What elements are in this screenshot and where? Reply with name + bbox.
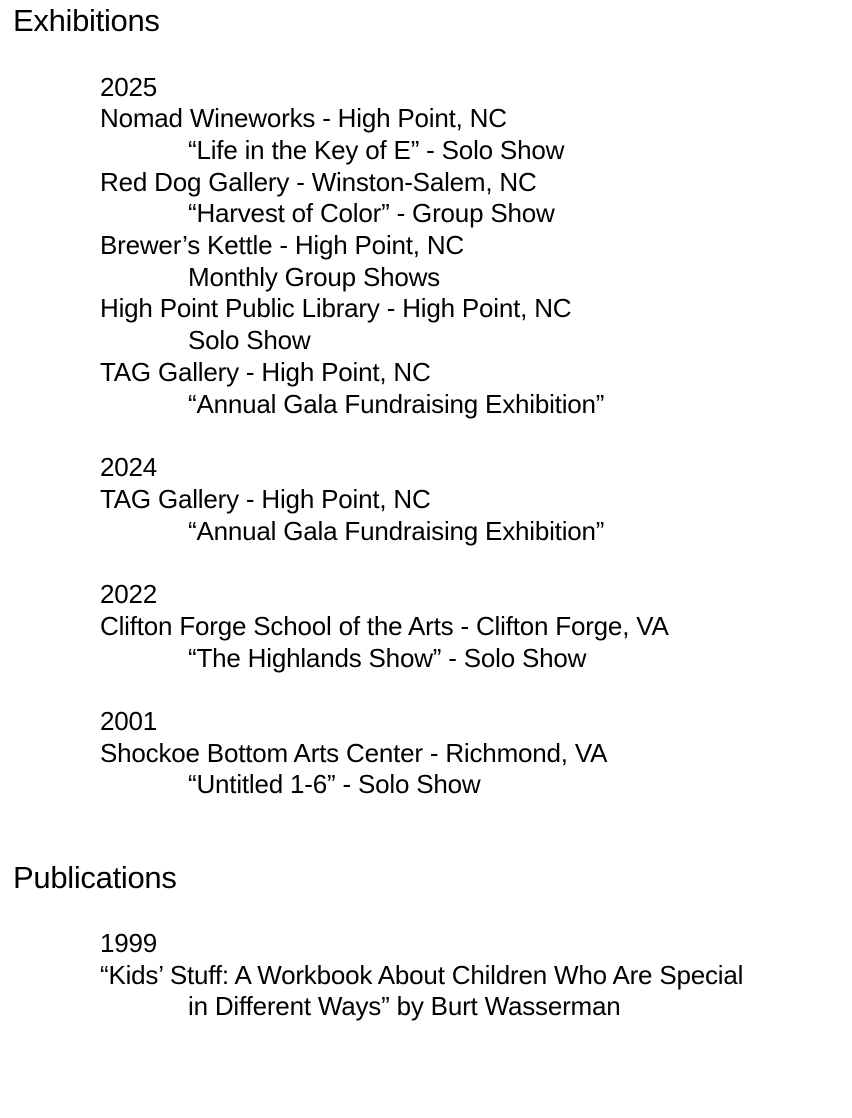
show-untitled-1-6: “Untitled 1-6” - Solo Show	[188, 769, 481, 799]
venue-tag-gallery-2025: TAG Gallery - High Point, NC	[100, 357, 431, 387]
show-solo-show: Solo Show	[188, 325, 311, 355]
show-the-highlands-show: “The Highlands Show” - Solo Show	[188, 643, 587, 673]
publication-author: in Different Ways” by Burt Wasserman	[188, 991, 621, 1021]
venue-clifton-forge: Clifton Forge School of the Arts - Clifton Forge, VA	[100, 611, 669, 641]
year-2022: 2022	[100, 579, 158, 609]
publication-title: “Kids’ Stuff: A Workbook About Children Who Are Special	[100, 960, 744, 990]
year-2025: 2025	[100, 72, 158, 102]
show-harvest-of-color: “Harvest of Color” - Group Show	[188, 198, 555, 228]
show-monthly-group-shows: Monthly Group Shows	[188, 262, 440, 292]
show-life-in-the-key-of-e: “Life in the Key of E” - Solo Show	[188, 135, 565, 165]
publications-heading: Publications	[13, 860, 177, 895]
venue-high-point-public-library: High Point Public Library - High Point, NC	[100, 293, 572, 323]
exhibitions-heading: Exhibitions	[13, 3, 160, 38]
year-2024: 2024	[100, 452, 158, 482]
venue-shockoe-bottom: Shockoe Bottom Arts Center - Richmond, VA	[100, 738, 608, 768]
venue-nomad-wineworks: Nomad Wineworks - High Point, NC	[100, 103, 507, 133]
year-2001: 2001	[100, 706, 158, 736]
venue-red-dog-gallery: Red Dog Gallery - Winston-Salem, NC	[100, 167, 537, 197]
venue-brewers-kettle: Brewer’s Kettle - High Point, NC	[100, 230, 464, 260]
year-1999: 1999	[100, 928, 158, 958]
show-annual-gala-2024: “Annual Gala Fundraising Exhibition”	[188, 516, 605, 546]
show-annual-gala-2025: “Annual Gala Fundraising Exhibition”	[188, 389, 605, 419]
venue-tag-gallery-2024: TAG Gallery - High Point, NC	[100, 484, 431, 514]
